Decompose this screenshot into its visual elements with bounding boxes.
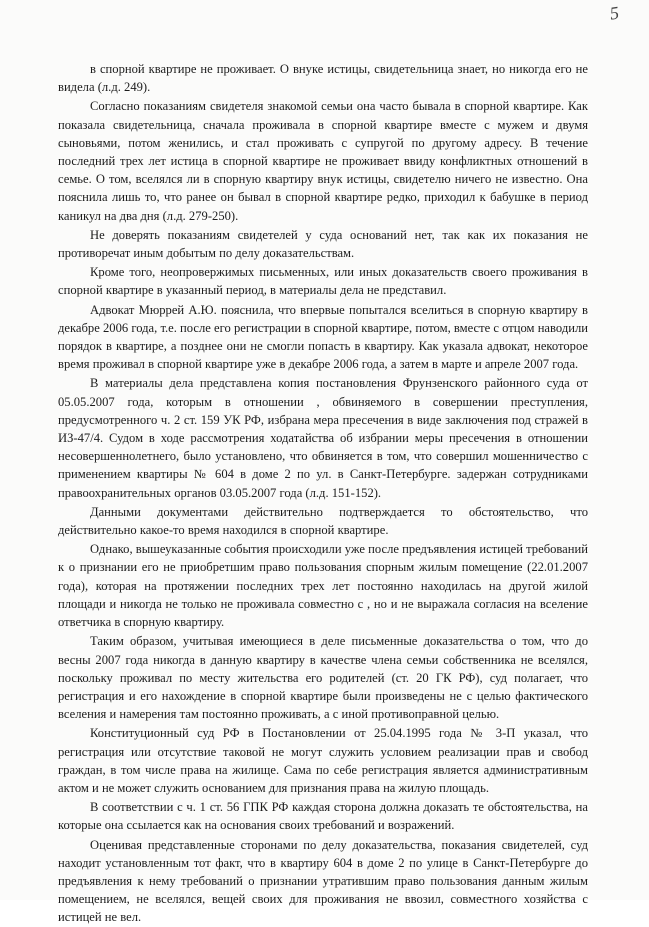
paragraph-8: Однако, вышеуказанные события происходили уже после предъявления истицей требований к о признании его не приобретшим право пользования спорным жилым помещение (22.01.2007 года), которая на протяжении последних трех лет постоянно находилась на другой жилой площади и никогда не только не проживала совместно с , но и не выражала согласия на вселение ответчика в спорную квартиру. bbox=[58, 542, 588, 630]
paragraph-1: в спорной квартире не проживает. О внуке истицы, свидетельница знает, но никогда его не видела (л.д. 249). bbox=[58, 62, 588, 95]
paragraph-2: Согласно показаниям свидетеля знакомой семьи она часто бывала в спорной квартире. Как показала свидетельница, сначала проживала в спорной квартире вместе с мужем и двумя сыновьями, потом женились, и стал проживать с супругой по другому адресу. В течение последний трех лет истица в спорной квартире не проживает ввиду конфликтных отношений в семье. О том, вселялся ли в спорную квартиру внук истицы, свидетелю ничего не известно. Она пояснила лишь то, что ранее он бывал в спорной квартире редко, приходил к бабушке в период каникул на два дня (л.д. 279-250). bbox=[58, 99, 588, 223]
document-body bbox=[58, 60, 588, 927]
paragraph-6: В материалы дела представлена копия постановления Фрунзенского районного суда от 05.05.2007 года, которым в отношении , обвиняемого в совершении преступления, предусмотренного ч. 2 ст. 159 УК РФ, избрана мера пресечения в виде заключения под стражей в ИЗ-47/4. Судом в ходе рассмотрения ходатайства об избрании меры пресечения в отношении несовершеннолетнего, было установлено, что обвиняется в том, что совершил мошенничество с применением квартиры № 604 в доме 2 по ул. в Санкт-Петербурге. задержан сотрудниками правоохранительных органов 03.05.2007 года (л.д. 151-152). bbox=[58, 376, 588, 500]
paragraph-4: Кроме того, неопровержимых письменных, или иных доказательств своего проживания в спорной квартире в указанный период, в материалы дела не представил. bbox=[58, 265, 588, 298]
paragraph-3: Не доверять показаниям свидетелей у суда оснований нет, так как их показания не противоречат иным добытым по делу доказательствам. bbox=[58, 227, 588, 261]
paragraph-12: Оценивая представленные сторонами по делу доказательства, показания свидетелей, суд находит установленным тот факт, что в квартиру 604 в доме 2 по улице в Санкт-Петербурге до предъявления к нему требований о признании утратившим право пользования данным жилым помещением, не вселялся, вещей своих для проживания не ввозил, совместного хозяйства с истицей не вел. bbox=[58, 837, 588, 925]
paragraph-5: Адвокат Мюррей А.Ю. пояснила, что впервые попытался вселиться в спорную квартиру в декабре 2006 года, т.е. после его регистрации в спорной квартире, потом, вместе с отцом наводили порядок в квартире, а позднее они не смогли попасть в квартиру. Как указала адвокат, некоторое время проживал в спорной квартире уже в декабре 2006 года, а затем в марте и апреле 2007 года. bbox=[58, 302, 588, 372]
paragraph-9: Таким образом, учитывая имеющиеся в деле письменные доказательства о том, что до весны 2007 года никогда в данную квартиру в качестве члена семьи собственника не вселялся, поскольку проживал по месту жительства его родителей (ст. 20 ГК РФ), суд полагает, что регистрация и его нахождение в спорной квартире были произведены не с целью фактического вселения и намерения там постоянно проживать, а с иной противоправной целью. bbox=[58, 634, 588, 722]
paragraph-7: Данными документами действительно подтверждается то обстоятельство, что действительно какое-то время находился в спорной квартире. bbox=[58, 504, 588, 538]
page-number-handwritten: 5 bbox=[608, 2, 621, 24]
paragraph-11: В соответствии с ч. 1 ст. 56 ГПК РФ каждая сторона должна доказать те обстоятельства, на которые она ссылается как на основания своих требований и возражений. bbox=[58, 800, 588, 833]
paragraph-10: Конституционный суд РФ в Постановлении от 25.04.1995 года № 3-П указал, что регистрация или отсутствие таковой не могут служить условием реализации прав и свобод граждан, в том числе права на жилище. Сама по себе регистрация является административным актом и не может служить основанием для признания права на жилую площадь. bbox=[58, 726, 588, 795]
